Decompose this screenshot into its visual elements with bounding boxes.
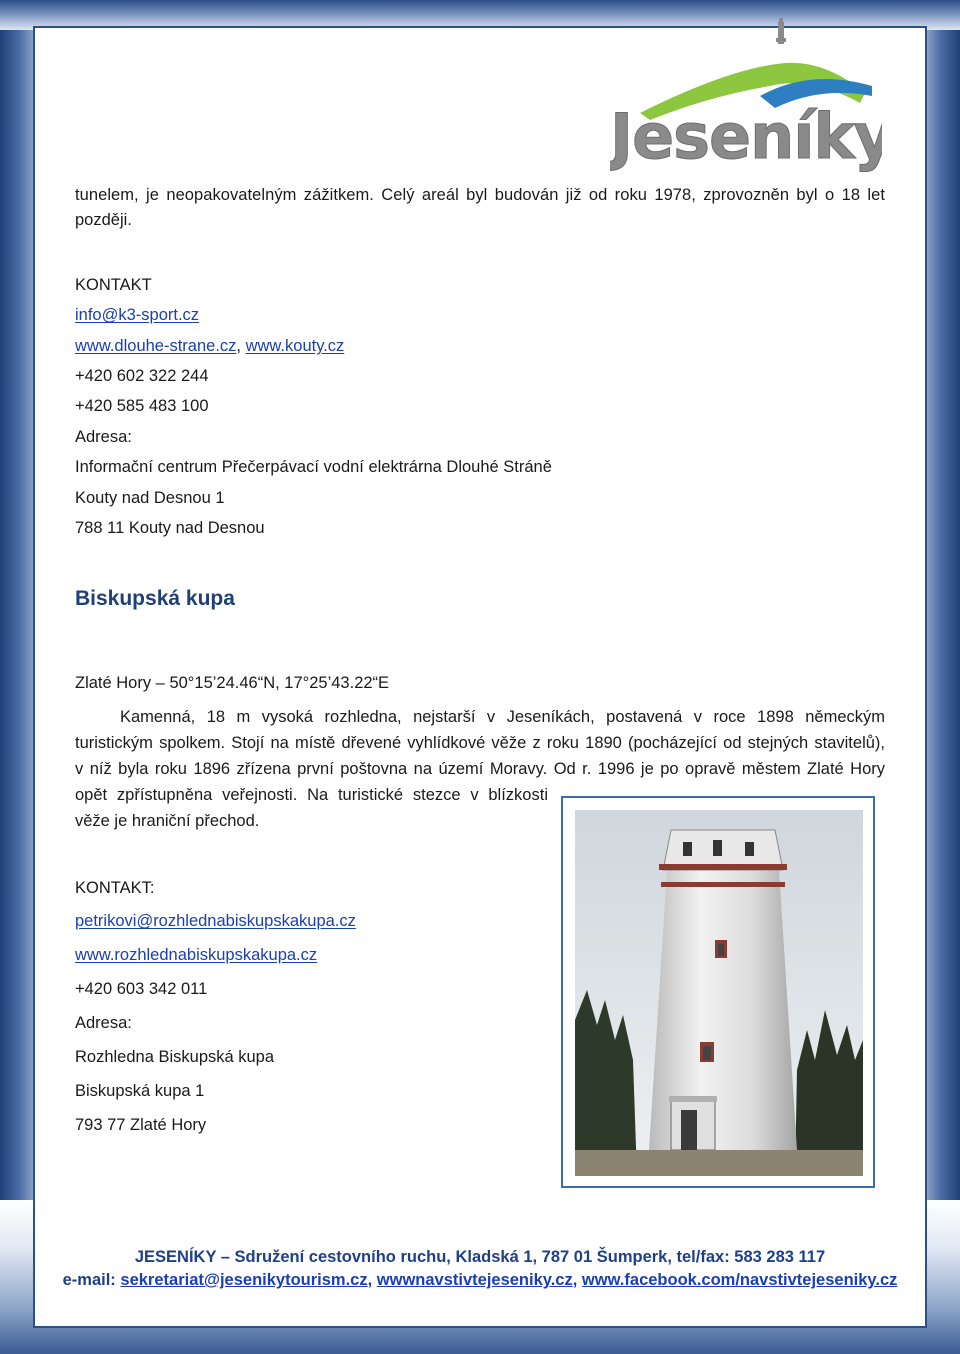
web-separator: , — [236, 337, 246, 355]
contact-label: KONTAKT — [75, 276, 152, 294]
coordinates: Zlaté Hory – 50°15’24.46“N, 17°25’43.22“E — [75, 674, 390, 692]
address-line-2: Kouty nad Desnou 1 — [75, 489, 225, 507]
address-line-1: Informační centrum Přečerpávací vodní elektrárna Dlouhé Stráně — [75, 458, 552, 476]
contact2-web-row — [75, 945, 317, 965]
description-line-4: opět zpřístupněna veřejnosti. Na turistické stezce v blízkosti — [75, 786, 548, 804]
logo-graphic — [610, 18, 882, 178]
footer-contacts — [0, 1271, 960, 1290]
email-link[interactable]: info@k3-sport.cz — [75, 306, 200, 324]
footer-sep-1: , — [367, 1271, 377, 1289]
address-line-3: 788 11 Kouty nad Desnou — [75, 519, 265, 537]
web-link-rozhledna[interactable]: www.rozhlednabiskupskakupa.cz — [75, 946, 318, 964]
contact2-address-line-3: 793 77 Zlaté Hory — [75, 1116, 207, 1134]
description-line-3: v níž byla roku 1896 zřízena první poštovna na území Moravy. Od r. 1996 je po opravě městem Zlaté Hory — [75, 760, 885, 778]
intro-line-2: později. — [75, 211, 132, 229]
footer-web-link[interactable]: wwwnavstivtejeseniky.cz — [376, 1271, 573, 1289]
description-line-5: věže je hraniční přechod. — [75, 812, 260, 830]
web-link-dlouhe-strane[interactable]: www.dlouhe-strane.cz — [75, 337, 237, 355]
contact-web-row — [75, 336, 344, 356]
footer-email-link[interactable]: sekretariat@jesenikytourism.cz — [120, 1271, 368, 1289]
logo-wordmark: Jeseníky — [610, 100, 882, 173]
contact2-label: KONTAKT: — [75, 879, 155, 897]
contact2-address-line-2: Biskupská kupa 1 — [75, 1082, 205, 1100]
address-label: Adresa: — [75, 428, 132, 446]
jeseniky-logo — [610, 18, 882, 178]
web-link-kouty[interactable]: www.kouty.cz — [245, 337, 345, 355]
footer-sep-2: , — [572, 1271, 582, 1289]
contact-email-row — [75, 305, 199, 325]
intro-line-1: tunelem, je neopakovatelným zážitkem. Celý areál byl budován již od roku 1978, zprovozněn byl o 18 let — [75, 186, 885, 204]
email-link-rozhledna[interactable]: petrikovi@rozhlednabiskupskakupa.cz — [75, 912, 356, 930]
contact2-address-line-1: Rozhledna Biskupská kupa — [75, 1048, 275, 1066]
footer-email-label: e-mail: — [62, 1271, 121, 1289]
description-line-2: turistickým spolkem. Stojí na místě dřevené vyhlídkové věže z roku 1890 (pocházející od stejných stavitelů), — [75, 734, 885, 752]
contact2-email-row — [75, 911, 356, 931]
tower-photo-frame — [561, 796, 875, 1188]
phone-2: +420 585 483 100 — [75, 397, 209, 415]
tower-photo — [575, 810, 863, 1176]
contact2-address-label: Adresa: — [75, 1014, 132, 1032]
phone-1: +420 602 322 244 — [75, 367, 209, 385]
contact2-phone: +420 603 342 011 — [75, 980, 208, 998]
footer-address: JESENÍKY – Sdružení cestovního ruchu, Kladská 1, 787 01 Šumperk, tel/fax: 583 283 117 — [134, 1248, 826, 1266]
section-title: Biskupská kupa — [75, 587, 235, 610]
footer-facebook-link[interactable]: www.facebook.com/navstivtejeseniky.cz — [581, 1271, 898, 1289]
description-line-1: Kamenná, 18 m vysoká rozhledna, nejstarší v Jeseníkách, postavená v roce 1898 německým — [120, 708, 885, 726]
